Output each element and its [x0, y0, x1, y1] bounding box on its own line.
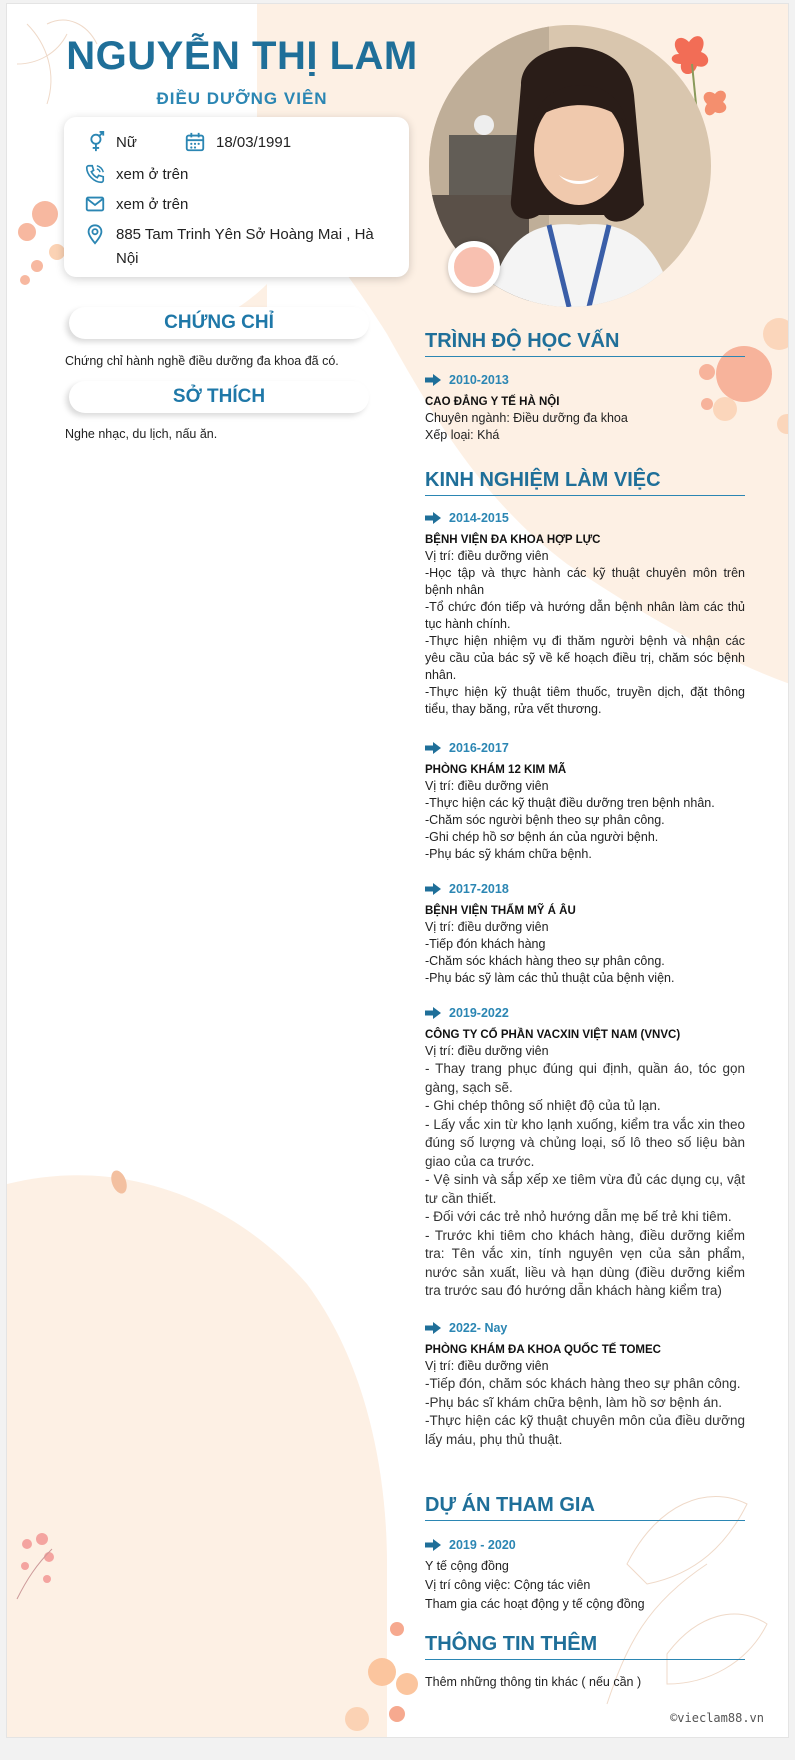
extra-info-heading: THÔNG TIN THÊM: [425, 1633, 745, 1660]
employer-name: BỆNH VIỆN THẨM MỸ Á ÂU: [425, 905, 576, 917]
employer-name: PHÒNG KHÁM ĐA KHOA QUỐC TẾ TOMEC: [425, 1344, 661, 1356]
photo-accent-dot: [448, 241, 500, 293]
entry-line: - Trước khi tiêm cho khách hàng, điều dưỡng kiểm tra: Tên vắc xin, tính nguyên vẹn của sản phẩm, nước sản xuất, liều và hạn dùng (điều dưỡng kiểm tra trước sau đó hướng dẫn khách hàng kiểm tra): [425, 1227, 745, 1298]
experience-heading: KINH NGHIỆM LÀM VIỆC: [425, 469, 745, 496]
arrow-right-icon: [425, 883, 441, 895]
candidate-name: NGUYỄN THỊ LAM: [66, 34, 418, 78]
entry-line: - Lấy vắc xin từ kho lạnh xuống, kiểm tra vắc xin theo đúng số lượng và chủng loại, số lô theo số liệu bàn giao của ca trước.: [425, 1116, 745, 1169]
entry-years: [425, 880, 745, 898]
experience-entry: [425, 509, 745, 718]
years-label: 2017-2018: [449, 882, 509, 896]
years-label: 2019-2022: [449, 1006, 509, 1020]
employer-name: CÔNG TY CỔ PHẦN VACXIN VIỆT NAM (VNVC): [425, 1029, 681, 1041]
hobbies-text: Nghe nhạc, du lịch, nấu ăn.: [65, 427, 218, 441]
birthday-value: 18/03/1991: [216, 134, 292, 151]
years-label: 2010-2013: [449, 373, 509, 387]
entry-line: -Tiếp đón, chăm sóc khách hàng theo sự phân công.: [425, 1376, 741, 1391]
phone-value: xem ở trên: [116, 166, 189, 183]
entry-line: -Thực hiện nhiệm vụ đi thăm người bệnh và nhận các yêu cầu của bác sỹ về kế hoạch điều trị, chăm sóc bệnh nhân.: [425, 634, 745, 682]
certificates-heading: CHỨNG CHỈ: [69, 307, 369, 339]
education-heading: TRÌNH ĐỘ HỌC VẤN: [425, 330, 745, 357]
phone-row: [84, 163, 188, 187]
experience-entry: [425, 739, 745, 863]
arrow-right-icon: [425, 1007, 441, 1019]
entry-line: Vị trí: điều dưỡng viên: [425, 1359, 549, 1373]
entry-line: -Thực hiện các kỹ thuật điều dưỡng tren bệnh nhân.: [425, 796, 715, 810]
address-value: 885 Tam Trinh Yên Sở Hoàng Mai , Hà Nội: [116, 226, 374, 267]
entry-line: -Ghi chép hồ sơ bệnh án của người bệnh.: [425, 830, 659, 844]
entry-line: Vị trí: điều dưỡng viên: [425, 1044, 549, 1058]
arrow-right-icon: [425, 1322, 441, 1334]
years-label: 2019 - 2020: [449, 1538, 516, 1552]
entry-line: -Tiếp đón khách hàng: [425, 937, 546, 951]
experience-entry: [425, 1319, 745, 1449]
entry-line: Xếp loại: Khá: [425, 428, 500, 442]
entry-line: - Ghi chép thông số nhiệt độ của tủ lạn.: [425, 1098, 661, 1113]
contact-card: [64, 117, 409, 277]
entry-line: - Đối với các trẻ nhỏ hướng dẫn mẹ bế trẻ khi tiêm.: [425, 1209, 732, 1224]
entry-years: [425, 1536, 745, 1554]
gender-icon: [84, 131, 106, 153]
gender-value: Nữ: [116, 134, 137, 151]
years-label: 2022- Nay: [449, 1321, 508, 1335]
calendar-icon: [184, 131, 206, 153]
years-label: 2014-2015: [449, 511, 509, 525]
entry-years: [425, 509, 745, 527]
location-icon: [84, 223, 106, 245]
project-entry: [425, 1536, 745, 1613]
entry-years: [425, 371, 745, 389]
entry-line: Tham gia các hoạt động y tế cộng đồng: [425, 1597, 645, 1611]
entry-line: -Chăm sóc người bệnh theo sự phân công.: [425, 813, 665, 827]
extra-info-text: Thêm những thông tin khác ( nếu cần ): [425, 1675, 642, 1689]
birthday-row: [184, 131, 291, 155]
entry-line: -Thực hiện kỹ thuật tiêm thuốc, truyền dịch, đặt thông tiểu, thay băng, rửa vết thương.: [425, 685, 745, 716]
education-entry: [425, 371, 745, 444]
cv-page: [6, 3, 789, 1738]
certificates-text: Chứng chỉ hành nghề điều dưỡng đa khoa đã có.: [65, 354, 339, 368]
watermark: ©vieclam88.vn: [670, 1711, 764, 1725]
arrow-right-icon: [425, 742, 441, 754]
experience-entry: [425, 880, 745, 987]
entry-line: Vị trí: điều dưỡng viên: [425, 779, 549, 793]
email-value: xem ở trên: [116, 196, 189, 213]
entry-years: [425, 1004, 745, 1022]
entry-line: Chuyên ngành: Điều dưỡng đa khoa: [425, 411, 628, 425]
entry-line: -Chăm sóc khách hàng theo sự phân công.: [425, 954, 665, 968]
arrow-right-icon: [425, 512, 441, 524]
entry-line: -Phụ bác sỹ khám chữa bệnh.: [425, 847, 592, 861]
entry-line: -Phụ bác sĩ khám chữa bệnh, làm hồ sơ bệnh án.: [425, 1394, 723, 1410]
email-row: [84, 193, 188, 217]
mail-icon: [84, 193, 106, 215]
arrow-right-icon: [425, 374, 441, 386]
extra-info-entry: [425, 1674, 745, 1691]
phone-icon: [84, 163, 106, 185]
projects-heading: DỰ ÁN THAM GIA: [425, 1494, 745, 1521]
entry-line: Y tế cộng đồng: [425, 1559, 509, 1573]
entry-years: [425, 1319, 745, 1337]
arrow-right-icon: [425, 1539, 441, 1551]
entry-line: -Học tập và thực hành các kỹ thuật chuyên môn trên bệnh nhân: [425, 566, 745, 597]
years-label: 2016-2017: [449, 741, 509, 755]
address-row: [84, 223, 384, 271]
employer-name: PHÒNG KHÁM 12 KIM MÃ: [425, 764, 567, 776]
entry-years: [425, 739, 745, 757]
experience-entry: [425, 1004, 745, 1301]
gender-row: [84, 131, 137, 155]
job-title: ĐIỀU DƯỠNG VIÊN: [156, 89, 328, 108]
entry-line: - Vệ sinh và sắp xếp xe tiêm vừa đủ các dụng cụ, vật tư cần thiết.: [425, 1172, 745, 1206]
school-name: CAO ĐẲNG Y TẾ HÀ NỘI: [425, 396, 560, 408]
entry-line: Vị trí công việc: Cộng tác viên: [425, 1578, 591, 1592]
hobbies-heading: SỞ THÍCH: [69, 381, 369, 413]
entry-line: Vị trí: điều dưỡng viên: [425, 920, 549, 934]
entry-line: Vị trí: điều dưỡng viên: [425, 549, 549, 563]
entry-line: -Thực hiện các kỹ thuật chuyên môn của điều dưỡng lấy máu, phụ thủ thuật.: [425, 1413, 745, 1447]
employer-name: BỆNH VIỆN ĐA KHOA HỢP LỰC: [425, 534, 601, 546]
entry-line: -Tổ chức đón tiếp và hướng dẫn bệnh nhân làm các thủ tục hành chính.: [425, 600, 745, 631]
entry-line: - Thay trang phục đúng qui định, quần áo, tóc gọn gàng, sạch sẽ.: [425, 1061, 745, 1095]
entry-line: -Phụ bác sỹ làm các thủ thuật của bệnh viện.: [425, 971, 675, 985]
